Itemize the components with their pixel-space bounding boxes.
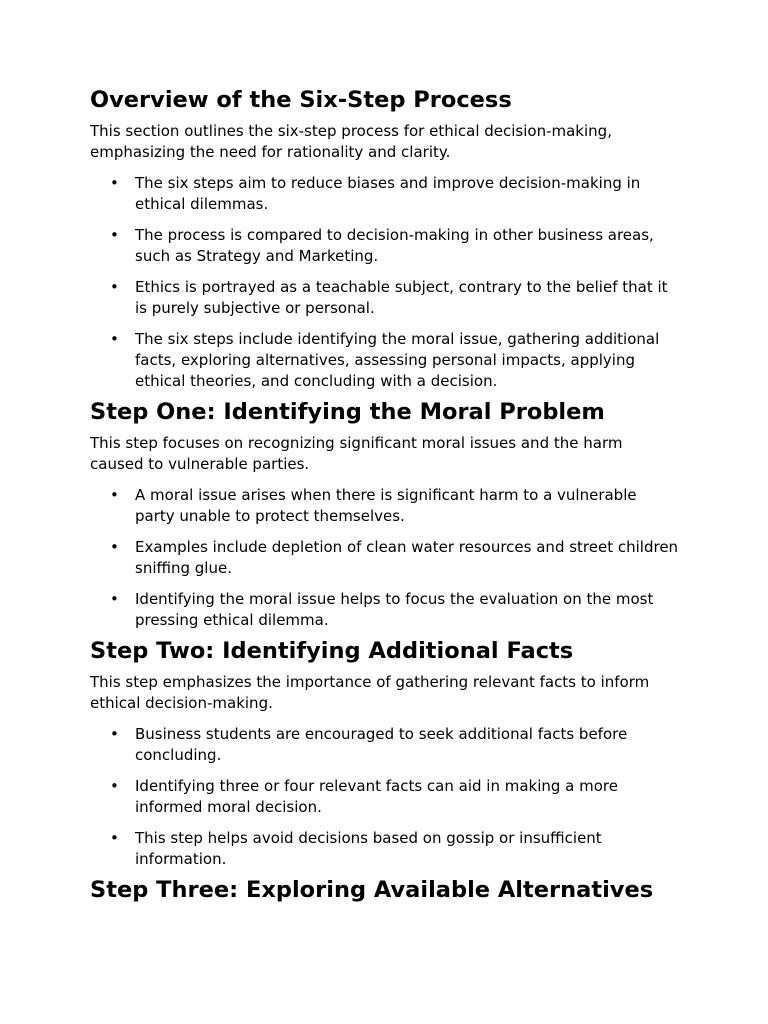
list-item-text: The process is compared to decision-making in other business areas, such as Strategy and Marketing. xyxy=(135,226,654,265)
bullet-list xyxy=(90,173,680,392)
bullet-icon: • xyxy=(110,330,119,348)
bullet-icon: • xyxy=(110,278,119,296)
list-item xyxy=(90,724,680,766)
list-item xyxy=(90,225,680,267)
list-item-text: The six steps include identifying the moral issue, gathering additional facts, exploring alternatives, assessing personal impacts, applying ethical theories, and concluding with a decision. xyxy=(135,330,660,390)
list-item-text: A moral issue arises when there is significant harm to a vulnerable party unable to protect themselves. xyxy=(135,486,637,525)
list-item-text: Identifying three or four relevant facts can aid in making a more informed moral decision. xyxy=(135,777,618,816)
bullet-list xyxy=(90,724,680,870)
section-heading: Step One: Identifying the Moral Problem xyxy=(90,399,605,425)
bullet-icon: • xyxy=(110,226,119,244)
section-heading: Step Three: Exploring Available Alternatives xyxy=(90,877,654,903)
section-step-one xyxy=(90,399,680,631)
list-item xyxy=(90,589,680,631)
bullet-icon: • xyxy=(110,590,119,608)
list-item-text: The six steps aim to reduce biases and improve decision-making in ethical dilemmas. xyxy=(135,174,641,213)
list-item-text: Ethics is portrayed as a teachable subject, contrary to the belief that it is purely subjective or personal. xyxy=(135,278,668,317)
list-item xyxy=(90,828,680,870)
document-page xyxy=(90,87,680,903)
bullet-icon: • xyxy=(110,174,119,192)
section-heading: Overview of the Six-Step Process xyxy=(90,87,512,113)
list-item-text: Identifying the moral issue helps to focus the evaluation on the most pressing ethical dilemma. xyxy=(135,590,654,629)
list-item xyxy=(90,485,680,527)
list-item xyxy=(90,537,680,579)
bullet-icon: • xyxy=(110,829,119,847)
list-item xyxy=(90,173,680,215)
section-overview xyxy=(90,87,680,392)
list-item-text: Business students are encouraged to seek additional facts before concluding. xyxy=(135,725,628,764)
list-item-text: Examples include depletion of clean water resources and street children sniffing glue. xyxy=(135,538,679,577)
section-intro: This step emphasizes the importance of gathering relevant facts to inform ethical decision-making. xyxy=(90,673,650,712)
bullet-icon: • xyxy=(110,486,119,504)
list-item-text: This step helps avoid decisions based on gossip or insufficient information. xyxy=(135,829,602,868)
bullet-icon: • xyxy=(110,538,119,556)
section-intro: This section outlines the six-step process for ethical decision-making, emphasizing the need for rationality and clarity. xyxy=(90,122,612,161)
section-heading: Step Two: Identifying Additional Facts xyxy=(90,638,574,664)
list-item xyxy=(90,776,680,818)
bullet-list xyxy=(90,485,680,631)
list-item xyxy=(90,329,680,392)
list-item xyxy=(90,277,680,319)
section-step-three xyxy=(90,877,680,903)
bullet-icon: • xyxy=(110,725,119,743)
bullet-icon: • xyxy=(110,777,119,795)
section-step-two xyxy=(90,638,680,870)
section-intro: This step focuses on recognizing significant moral issues and the harm caused to vulnerable parties. xyxy=(90,434,623,473)
